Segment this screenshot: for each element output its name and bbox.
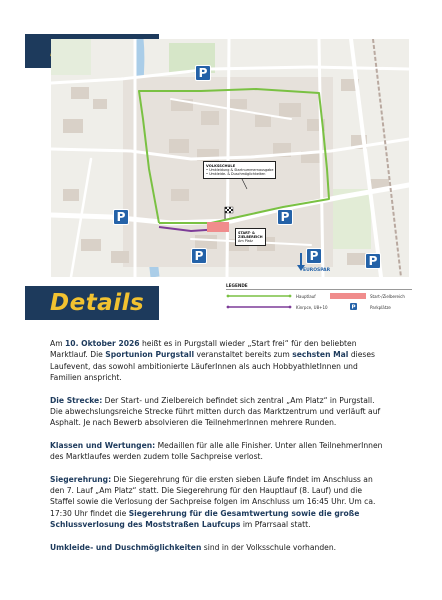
parking-icon: P	[113, 209, 129, 225]
legend-parking-label: Parkplätze	[370, 304, 391, 310]
volksschule-line2: • Umkleide- & Duschmöglichkeiten	[206, 171, 266, 176]
route-paragraph-title: Die Strecke:	[50, 395, 103, 405]
volksschule-title: VOLKSSCHULE	[206, 163, 236, 168]
legend-start-label: Start-/Zielbereich	[370, 293, 405, 299]
legend-symbols	[226, 283, 412, 319]
legend-kids-route-label: Kinrpce, U8+10	[296, 304, 328, 310]
volksschule-line1: • Umkleidung & Startnummernausgabe	[206, 167, 274, 172]
classes-paragraph	[50, 440, 386, 463]
ceremony-highlight: Siegerehrung für die Gesamtwertung sowie die große Schlussverlosung des Moststraßen Laufcups	[50, 508, 360, 530]
start-label-line1: START- &	[238, 230, 255, 235]
parking-icon: P	[191, 248, 207, 264]
text-run: sind in der Volksschule vorhanden.	[201, 542, 337, 552]
legend-start-symbol	[330, 293, 366, 299]
start-finish-label	[235, 228, 266, 246]
text-run: heißt es in Purgstall wieder „Start frei“ für den beliebten Marktlauf. Die	[50, 339, 357, 360]
legend-title: LEGENDE	[226, 283, 248, 288]
details-heading: Details	[50, 290, 145, 316]
ceremony-paragraph	[50, 474, 386, 531]
route-map	[51, 39, 409, 277]
start-finish-area	[207, 222, 229, 232]
start-label-line2: ZIELBEREICH	[238, 234, 263, 239]
legend-kids-route-symbol	[227, 306, 292, 309]
map-graphic	[51, 39, 409, 277]
event-date: 10. Oktober 2026	[65, 339, 140, 348]
text-run: veranstaltet bereits zum	[194, 350, 293, 360]
volksschule-label	[203, 161, 276, 179]
legend-parking-glyph: P	[351, 304, 356, 311]
start-label-line3: Am Platz	[238, 238, 253, 243]
parking-icon: P	[195, 65, 211, 81]
details-body	[50, 338, 386, 564]
text-run: im Pfarrsaal statt.	[240, 520, 311, 530]
map-legend	[226, 283, 412, 319]
text-run: Am	[50, 339, 66, 348]
text-run: Der Start- und Zielbereich befindet sich zentral „Am Platz“ in Purgstall. Die abwechslungsreiche Strecke führt mitten durch das Marktzentrum und verläuft auf Asphalt. Je nach Bewerb absolvieren die TeilnehmerInnen mehrere Runden.	[50, 395, 381, 428]
route-paragraph	[50, 395, 386, 429]
intro-paragraph	[50, 338, 386, 384]
parking-icon: P	[365, 253, 381, 269]
park-area	[51, 39, 91, 75]
legend-main-route-symbol	[227, 295, 292, 298]
text-run: dieses Laufevent, das sowohl ambitionierte LäuferInnen als auch HobbyathletInnen und Familien anspricht.	[50, 350, 376, 383]
club-name: Sportunion Purgstall	[105, 350, 195, 360]
text-run: Die Siegerehrung für die ersten sieben Läufe findet im Anschluss an den 7. Lauf „Am Platz“ statt. Die Siegerehrung für den Hauptlauf (8. Lauf) und die Staffel sowie die Verlosung der Sachpreise folgen im Anschluss um 16:45 Uhr. Um ca. 17:30 Uhr findet die	[50, 474, 376, 518]
parking-icon: P	[277, 209, 293, 225]
text-run: Medaillen für alle alle Finisher. Unter allen TeilnehmerInnen des Marktlaufes werden zudem tolle Sachpreise verlost.	[50, 440, 383, 462]
changing-rooms-paragraph	[50, 542, 386, 553]
ceremony-paragraph-title: Siegerehrung:	[50, 474, 112, 484]
edition-count: sechsten Mal	[292, 350, 349, 360]
legend-main-route-label: Hauptlauf	[296, 293, 316, 299]
eurospar-label: EUROSPAR	[303, 268, 331, 273]
parking-icon: P	[306, 248, 322, 264]
changing-rooms-title: Umkleide- und Duschmöglichkeiten	[50, 542, 202, 552]
classes-paragraph-title: Klassen und Wertungen:	[50, 440, 156, 450]
